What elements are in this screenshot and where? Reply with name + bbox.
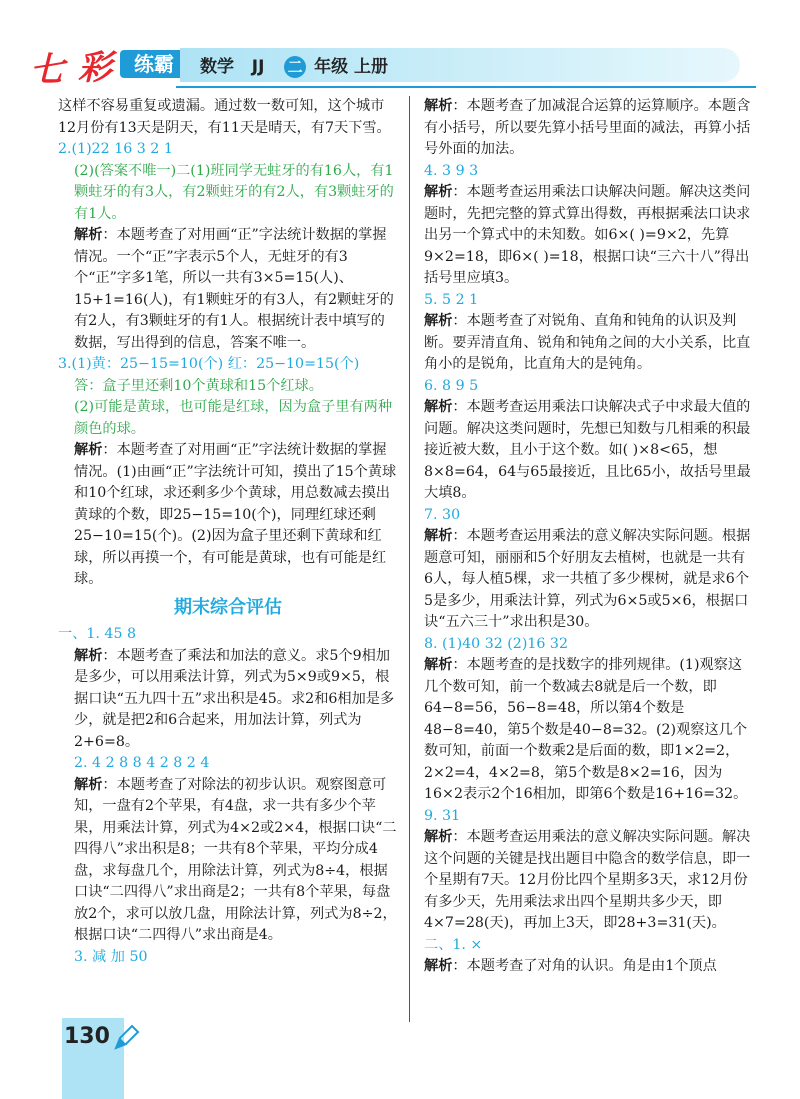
answer-line: (2)可能是黄球，也可能是红球，因为盒子里有两种颜色的球。 — [74, 399, 393, 437]
answer-line: 9. 31 — [424, 807, 461, 824]
page-number: 130 — [64, 1024, 110, 1049]
explanation-text: ：本题考查运用乘法口诀解决式子中求最大值的问题。解决这类问题时，先想已知数与几相乘的积最接近被大数，且小于这个数。如( )×8<65，想8×8=64，64与65最接近，且比65小，故括号里最大填8。 — [424, 399, 751, 501]
answer-line: 6. 8 9 5 — [424, 377, 479, 394]
answer-line: 5. 5 2 1 — [424, 291, 479, 308]
right-column — [424, 96, 754, 978]
header-title — [200, 52, 388, 78]
answer-line: 3.(1)黄：25−15=10(个) 红：25−10=15(个) — [58, 356, 360, 372]
pencil-icon — [112, 1024, 140, 1052]
answer-line: 4. 3 9 3 — [424, 162, 479, 179]
section-title: 期末综合评估 — [174, 596, 282, 618]
explanation-text: ：本题考查运用乘法口诀解决问题。解决这类问题时，先把完整的算式算出得数，再根据乘法口诀求出另一个算式中的未知数。如6×( )=9×2，先算9×2=18，即6×( )=18，根据口诀“三六十八”得出括号里应填3。 — [424, 184, 751, 286]
explanation-paragraph — [424, 96, 754, 161]
explanation-paragraph — [424, 182, 754, 290]
explanation-paragraph — [58, 646, 398, 754]
explanation-label: 解析 — [424, 399, 453, 415]
grade-number: 二 — [284, 56, 306, 78]
answer-line: 2. 4 2 8 8 4 2 8 2 4 — [74, 755, 210, 771]
explanation-label: 解析 — [424, 958, 453, 974]
explanation-text: ：本题考查了对用画“正”字法统计数据的掌握情况。(1)由画“正”字法统计可知，摸出了15个黄球和10个红球，求还剩多少个黄球，用总数减去摸出黄球的个数，即25−15=10(个)，同理红球还剩25−10=15(个)。(2)因为盒子里还剩下黄球和红球，所以再摸一个，有可能是黄球，也有可能是红球。 — [74, 442, 397, 587]
explanation-text: ：本题考查运用乘法的意义解决实际问题。根据题意可知，丽丽和5个好朋友去植树，也就是一共有6人，每人植5棵，求一共植了多少棵树，就是求6个5是多少，用乘法计算，列式为6×5或5×6，根据口诀“五六三十”求出积是30。 — [424, 528, 751, 630]
explanation-paragraph — [424, 827, 754, 935]
explanation-paragraph — [424, 311, 754, 376]
edition: JJ — [251, 57, 265, 77]
logo-char-1: 七 — [30, 50, 64, 90]
answer-line: 8. (1)40 32 (2)16 32 — [424, 635, 568, 652]
grade-text: 年级 上册 — [314, 57, 389, 77]
explanation-label: 解析 — [424, 184, 453, 200]
explanation-paragraph — [424, 526, 754, 634]
left-column — [58, 96, 398, 968]
explanation-label: 解析 — [74, 776, 103, 793]
explanation-label: 解析 — [74, 442, 103, 458]
explanation-paragraph — [424, 397, 754, 505]
subject: 数学 — [200, 57, 234, 77]
explanation-paragraph — [424, 655, 754, 806]
answer-line: 7. 30 — [424, 506, 461, 523]
explanation-paragraph — [58, 775, 398, 947]
answer-line: (2)(答案不唯一)二(1)班同学无蛀牙的有16人，有1颗蛀牙的有3人，有2颗蛀牙的有2人，有3颗蛀牙的有1人。 — [74, 162, 394, 222]
explanation-text: ：本题考查了对用画“正”字法统计数据的掌握情况。一个“正”字表示5个人，无蛀牙的有3个“正”字多1笔，所以一共有3×5=15(人)、15+1=16(人)，有1颗蛀牙的有3人，有2颗蛀牙的有2人，有3颗蛀牙的有1人。根据统计表中填写的数据，写出得到的信息，答案不唯一。 — [74, 227, 394, 351]
explanation-text: ：本题考查了加减混合运算的运算顺序。本题含有小括号，所以要先算小括号里面的减法，再算小括号外面的加法。 — [424, 98, 751, 157]
explanation-text: ：本题考查了对角的认识。角是由1个顶点 — [452, 958, 717, 974]
explanation-label: 解析 — [424, 657, 453, 673]
explanation-text: ：本题考查的是找数字的排列规律。(1)观察这几个数可知，前一个数减去8就是后一个数，即64−8=56，56−8=48，所以第4个数是48−8=40，第5个数是40−8=32。(2)观察这几个数可知，前面一个数乘2是后面的数，即1×2=2，2×2=4，4×2=8，第5个数是8×2=16，因为16×2表示2个16相加，即第6个数是16+16=32。 — [424, 657, 748, 802]
explanation-label: 解析 — [424, 98, 453, 114]
explanation-paragraph — [58, 440, 398, 591]
explanation-label: 解析 — [424, 829, 453, 845]
explanation-text: ：本题考查运用乘法的意义解决实际问题。解决这个问题的关键是找出题目中隐含的数学信息，即一个星期有7天。12月份比四个星期多3天，求12月份有多少天，先用乘法求出四个星期共多少天，即4×7=28(天)，再加上3天，即28+3=31(天)。 — [424, 829, 751, 931]
page-header — [0, 0, 800, 92]
explanation-text: ：本题考查了乘法和加法的意义。求5个9相加是多少，可以用乘法计算，列式为5×9或9×5，根据口诀“五九四十五”求出积是45。求2和6相加是多少，就是把2和6合起来，用加法计算，列式为2+6=8。 — [74, 647, 395, 750]
explanation-paragraph — [58, 225, 398, 354]
explanation-text: ：本题考查了对除法的初步认识。观察图意可知，一盘有2个苹果，有4盘，求一共有多少个苹果，用乘法计算，列式为4×2或2×4，根据口诀“二四得八”求出积是8；一共有8个苹果，平均分成4盘，求每盘几个，用除法计算，列式为8÷4，根据口诀“二四得八”求出商是2；一共有8个苹果，每盘放2个，求可以放几盘，用除法计算，列式为8÷2，根据口诀“二四得八”求出商是4。 — [74, 776, 397, 943]
answer-line: 3. 减 加 50 — [74, 948, 148, 965]
answer-line: 二、1. × — [424, 936, 483, 953]
logo-box: 练霸 — [120, 50, 188, 78]
header-rule — [176, 86, 756, 88]
brand-logo — [30, 42, 190, 90]
logo-char-2: 彩 — [78, 48, 112, 88]
answer-line: 一、1. 45 8 — [58, 626, 137, 642]
answer-line: 答：盒子里还剩10个黄球和15个红球。 — [74, 377, 323, 394]
explanation-label: 解析 — [424, 528, 453, 544]
answer-line: 2.(1)22 16 3 2 1 — [58, 141, 173, 157]
explanation-paragraph — [424, 956, 754, 978]
explanation-text: ：本题考查了对锐角、直角和钝角的认识及判断。要弄清直角、锐角和钝角之间的大小关系，比直角小的是锐角，比直角大的是钝角。 — [424, 313, 751, 372]
column-divider — [409, 96, 410, 1022]
explanation-label: 解析 — [74, 647, 103, 664]
explanation-label: 解析 — [74, 227, 103, 243]
explanation-label: 解析 — [424, 313, 453, 329]
answer-line: 这样不容易重复或遗漏。通过数一数可知，这个城市12月份有13天是阴天，有11天是晴天，有7天下雪。 — [58, 98, 391, 136]
